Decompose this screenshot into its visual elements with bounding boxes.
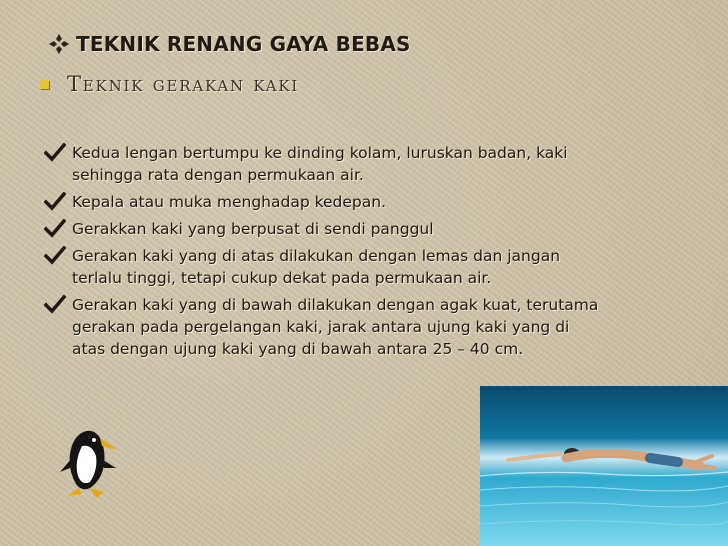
list-item-line: atas dengan ujung kaki yang di bawah antara 25 – 40 cm. xyxy=(72,340,524,358)
list-item-text xyxy=(72,245,560,289)
list-item-line: Kepala atau muka menghadap kedepan. xyxy=(72,193,387,211)
list-item-line: Gerakan kaki yang di bawah dilakukan dengan agak kuat, terutama xyxy=(72,296,599,314)
bullet-list xyxy=(44,142,694,365)
list-item-line: Gerakan kaki yang di atas dilakukan dengan lemas dan jangan xyxy=(72,247,561,265)
list-item-text xyxy=(72,294,598,360)
checkmark-icon xyxy=(44,143,66,163)
slide-subheading xyxy=(40,72,299,96)
list-item-line: terlalu tinggi, tetapi cukup dekat pada permukaan air. xyxy=(72,269,492,287)
list-item xyxy=(44,245,694,289)
checkmark-icon xyxy=(44,219,66,239)
list-item xyxy=(44,294,694,360)
list-item-line: Kedua lengan bertumpu ke dinding kolam, luruskan badan, kaki xyxy=(72,144,568,162)
list-item-line: Gerakkan kaki yang berpusat di sendi panggul xyxy=(72,220,434,238)
diamond-bullet-icon xyxy=(48,33,70,55)
checkmark-icon xyxy=(44,192,66,212)
heading-text: TEKNIK RENANG GAYA BEBAS xyxy=(76,32,411,56)
square-bullet-icon xyxy=(40,80,49,89)
subheading-text: Teknik gerakan kaki xyxy=(67,72,300,96)
list-item xyxy=(44,218,694,240)
list-item-text xyxy=(72,218,434,240)
list-item-text xyxy=(72,142,568,186)
list-item xyxy=(44,191,694,213)
slide-heading xyxy=(48,32,411,56)
list-item-line: gerakan pada pergelangan kaki, jarak antara ujung kaki yang di xyxy=(72,318,570,336)
swimmer-image xyxy=(480,386,728,546)
checkmark-icon xyxy=(44,246,66,266)
list-item-line: sehingga rata dengan permukaan air. xyxy=(72,166,364,184)
checkmark-icon xyxy=(44,295,66,315)
list-item-text xyxy=(72,191,386,213)
penguin-clipart xyxy=(60,428,126,500)
list-item xyxy=(44,142,694,186)
